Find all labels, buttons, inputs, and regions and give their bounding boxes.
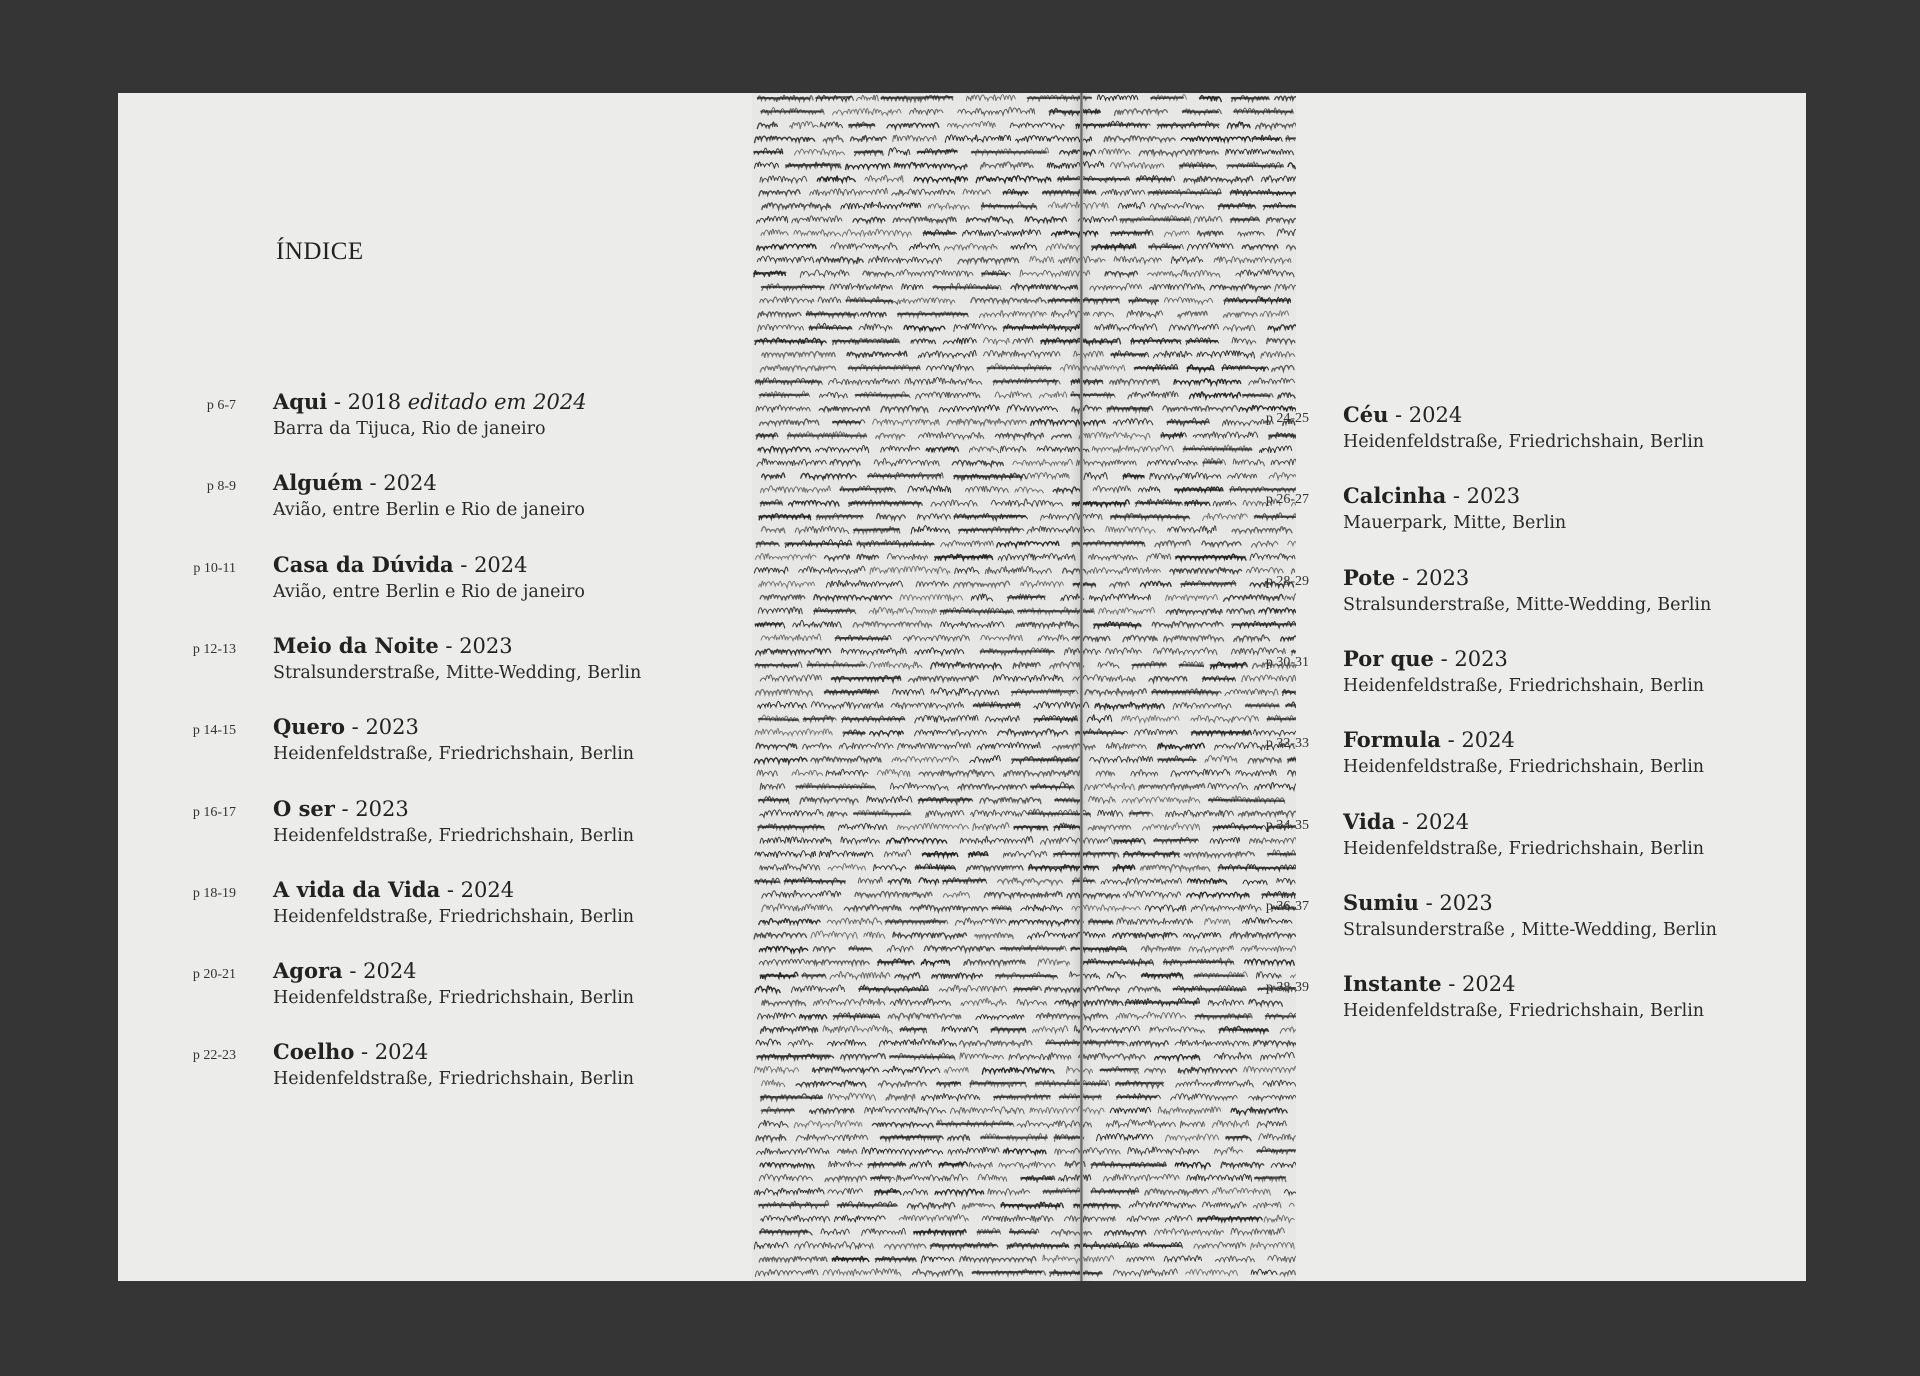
entry-title: Aqui (273, 389, 328, 414)
entry-title: Instante (1343, 971, 1442, 997)
entry-heading (1343, 565, 1469, 590)
entry-year: - 2024 (453, 552, 528, 577)
entry-year: - 2024 (342, 959, 417, 984)
index-entry (1265, 971, 1806, 1041)
entry-title: Alguém (273, 470, 363, 496)
page-range: p 18-19 (192, 885, 236, 901)
page-range: p 26-27 (1265, 492, 1309, 508)
entry-heading (273, 958, 417, 983)
page-range: p 36-37 (1265, 898, 1309, 914)
entry-year: - 2024 (354, 1040, 429, 1065)
page-range: p 38-39 (1265, 980, 1309, 996)
page-range: p 6-7 (206, 398, 236, 413)
page-range: p 32-33 (1265, 736, 1309, 752)
index-entry (1265, 889, 1806, 960)
index-entry (192, 1039, 793, 1109)
page-range: p 30-31 (1265, 654, 1309, 670)
page-range: p 24-25 (1265, 411, 1309, 426)
entry-place: Heidenfeldstraße, Friedrichshain, Berlin (273, 744, 635, 765)
entry-year: - 2023 (1418, 890, 1493, 915)
entry-year: - 2023 (438, 633, 513, 658)
handwriting-scribble (752, 93, 1296, 1281)
entry-place: Heidenfeldstraße, Friedrichshain, Berlin (273, 906, 635, 927)
page-range: p 10-11 (193, 560, 236, 576)
index-entry (1265, 483, 1806, 553)
entry-title: Casa da Dúvida (273, 551, 454, 577)
entry-heading (273, 877, 514, 902)
entry-place: Barra da Tijuca, Rio de janeiro (273, 419, 546, 439)
entry-place: Heidenfeldstraße, Friedrichshain, Berlin (1343, 1001, 1705, 1022)
entry-heading (273, 796, 409, 821)
entry-title: O ser (273, 795, 335, 821)
entry-year: - 2024 (1441, 972, 1516, 997)
entry-place: Heidenfeldstraße, Friedrichshain, Berlin (1343, 757, 1705, 778)
page-range: p 28-29 (1265, 573, 1309, 589)
entry-title: Meio da Noite (273, 632, 439, 658)
entry-place: Mauerpark, Mitte, Berlin (1343, 513, 1567, 534)
page-range: p 20-21 (192, 967, 236, 983)
index-entry (206, 470, 793, 540)
index-entry (206, 389, 793, 459)
index-entry (1265, 808, 1806, 879)
entry-heading (273, 470, 437, 495)
page-range: p 16-17 (192, 804, 236, 820)
index-entry (192, 795, 793, 866)
entry-heading (273, 552, 528, 577)
page-range: p 8-9 (206, 479, 236, 495)
entry-title: Por que (1343, 645, 1434, 671)
entry-title: Calcinha (1343, 483, 1447, 509)
entry-heading (1343, 809, 1469, 834)
index-entry (1265, 564, 1806, 635)
entry-place: Heidenfeldstraße, Friedrichshain, Berlin (273, 1069, 635, 1090)
entry-heading (273, 714, 419, 739)
entry-year: - 2024 (440, 877, 515, 902)
entry-place: Heidenfeldstraße, Friedrichshain, Berlin (1343, 432, 1705, 452)
entry-place: Heidenfeldstraße, Friedrichshain, Berlin (273, 825, 635, 846)
entry-place: Stralsunderstraße, Mitte-Wedding, Berlin (1343, 594, 1712, 615)
index-entry (192, 876, 793, 947)
entry-year: - 2024 (1388, 403, 1463, 427)
entry-place: Avião, entre Berlin e Rio de janeiro (273, 500, 585, 521)
entry-title: Sumiu (1343, 889, 1419, 915)
entry-year: - 2023 (345, 715, 419, 740)
handwriting-strip (752, 93, 1296, 1281)
entry-year: - 2018 (327, 390, 402, 414)
entry-title: Céu (1343, 402, 1389, 427)
entry-heading (1343, 483, 1520, 508)
center-fold (1080, 93, 1083, 1281)
page-range: p 22-23 (192, 1048, 236, 1064)
index-entry (1265, 645, 1806, 716)
entry-heading (1343, 890, 1493, 915)
entry-title: Quero (273, 714, 345, 740)
entry-year: - 2024 (362, 471, 437, 496)
entry-heading (1343, 971, 1515, 996)
index-entry (192, 714, 793, 784)
entry-year: - 2023 (1433, 646, 1508, 671)
entry-year: - 2023 (334, 796, 409, 821)
page-range: p 14-15 (192, 723, 236, 739)
entry-note: editado em 2024 (401, 390, 587, 414)
entry-title: Formula (1343, 727, 1441, 753)
entry-place: Avião, entre Berlin e Rio de janeiro (273, 581, 585, 602)
entry-title: Vida (1343, 808, 1396, 834)
page-range: p 34-35 (1265, 817, 1309, 833)
entry-year: - 2024 (1440, 728, 1515, 753)
entry-year: - 2024 (1395, 809, 1470, 834)
entry-title: Agora (273, 958, 343, 984)
entry-heading (1343, 727, 1515, 752)
entry-place: Heidenfeldstraße, Friedrichshain, Berlin (1343, 675, 1705, 696)
index-entry (192, 632, 793, 703)
entry-place: Heidenfeldstraße, Friedrichshain, Berlin (1343, 838, 1705, 859)
entry-title: Pote (1343, 564, 1396, 590)
entry-year: - 2023 (1446, 484, 1521, 509)
index-title: ÍNDICE (276, 238, 364, 265)
entry-place: Heidenfeldstraße, Friedrichshain, Berlin (273, 988, 635, 1009)
entry-heading (273, 1039, 428, 1064)
page-range: p 12-13 (192, 641, 236, 657)
entry-place: Stralsunderstraße, Mitte-Wedding, Berlin (273, 662, 642, 683)
index-entry (192, 958, 793, 1028)
entry-year: - 2023 (1395, 565, 1470, 590)
index-entry (1265, 727, 1806, 797)
entry-place: Stralsunderstraße , Mitte-Wedding, Berlin (1343, 919, 1717, 940)
entry-heading (273, 633, 513, 658)
index-entry (193, 551, 793, 622)
entry-title: Coelho (273, 1039, 355, 1065)
index-entry (1265, 402, 1806, 472)
entry-heading (1343, 402, 1462, 427)
entry-title: A vida da Vida (273, 876, 441, 902)
entry-heading (1343, 646, 1508, 671)
entry-heading (273, 389, 587, 414)
book-spread (118, 93, 1806, 1281)
